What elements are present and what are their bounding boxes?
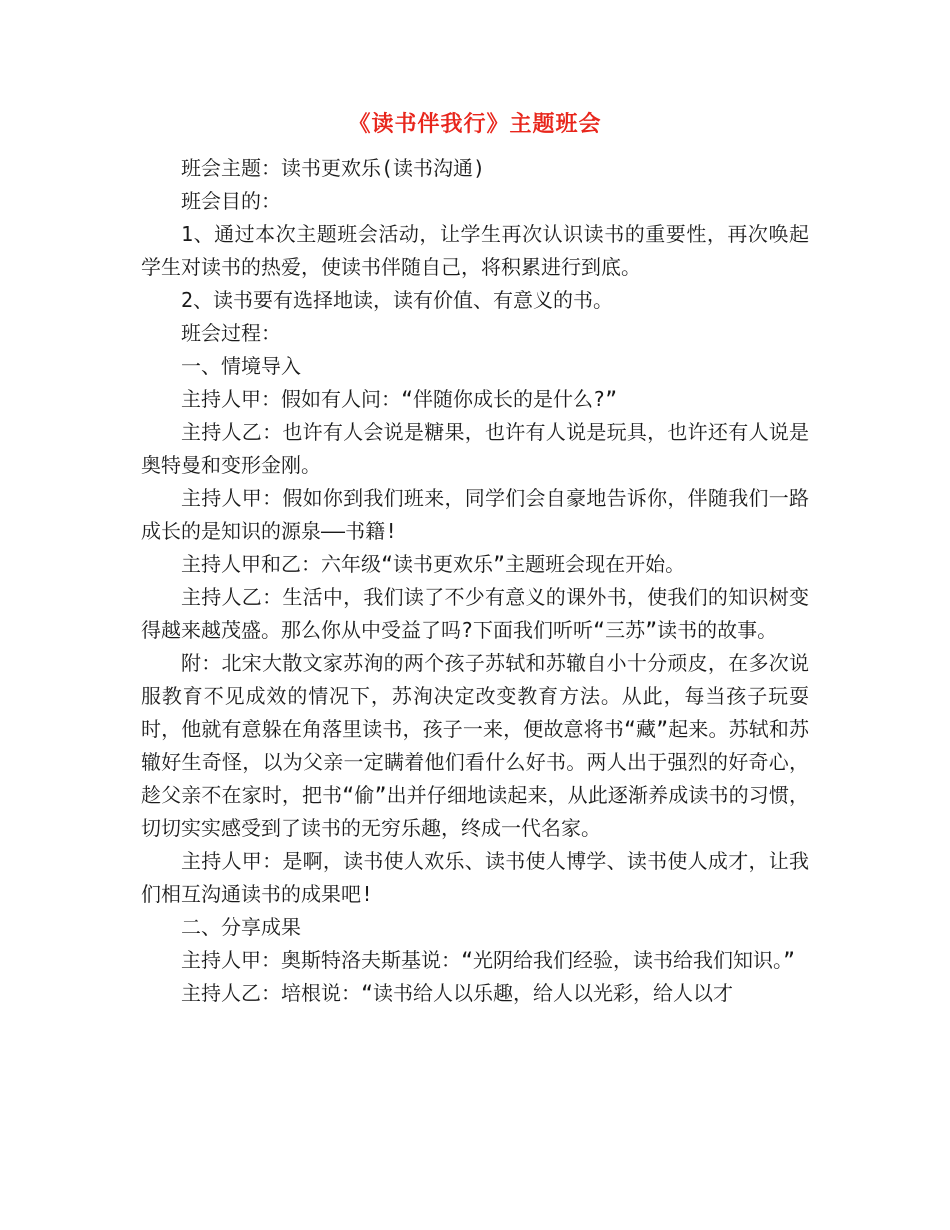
paragraph-dialogue: 主持人乙：生活中，我们读了不少有意义的课外书，使我们的知识树变得越来越茂盛。那么你从中受益了吗?下面我们听听“三苏”读书的故事。	[141, 585, 809, 642]
section-heading-intro: 一、情境导入	[181, 354, 301, 378]
paragraph-dialogue: 主持人甲：是啊，读书使人欢乐、读书使人博学、读书使人成才，让我们相互沟通读书的成果吧!	[141, 849, 809, 906]
document-title: 《读书伴我行》主题班会	[348, 111, 602, 137]
paragraph-purpose-heading: 班会目的：	[181, 189, 281, 213]
paragraph-dialogue: 主持人甲和乙：六年级“读书更欢乐”主题班会现在开始。	[181, 552, 686, 576]
paragraph-purpose-1: 1、通过本次主题班会活动，让学生再次认识读书的重要性，再次唤起学生对读书的热爱，使读书伴随自己，将积累进行到底。	[141, 222, 809, 279]
paragraph-dialogue: 主持人乙：也许有人会说是糖果，也许有人说是玩具，也许还有人说是奥特曼和变形金刚。	[141, 420, 809, 477]
paragraph-dialogue: 主持人乙：培根说：“读书给人以乐趣，给人以光彩，给人以才	[181, 981, 734, 1005]
paragraph-theme: 班会主题：读书更欢乐(读书沟通)	[181, 156, 486, 180]
paragraph-dialogue: 主持人甲：假如你到我们班来，同学们会自豪地告诉你，伴随我们一路成长的是知识的源泉——书籍!	[141, 486, 809, 543]
paragraph-process-heading: 班会过程：	[181, 321, 281, 345]
document-body	[141, 152, 809, 1010]
paragraph-purpose-2: 2、读书要有选择地读，读有价值、有意义的书。	[181, 288, 614, 312]
paragraph-story: 附：北宋大散文家苏洵的两个孩子苏轼和苏辙自小十分顽皮，在多次说服教育不见成效的情况下，苏洵决定改变教育方法。从此，每当孩子玩耍时，他就有意躲在角落里读书，孩子一来，便故意将书“藏”起来。苏轼和苏辙好生奇怪，以为父亲一定瞒着他们看什么好书。两人出于强烈的好奇心，趁父亲不在家时，把书“偷”出并仔细地读起来，从此逐渐养成读书的习惯，切切实实感受到了读书的无穷乐趣，终成一代名家。	[141, 651, 809, 840]
section-heading-share: 二、分享成果	[181, 915, 301, 939]
paragraph-dialogue: 主持人甲：奥斯特洛夫斯基说：“光阴给我们经验，读书给我们知识。”	[181, 948, 796, 972]
paragraph-dialogue: 主持人甲：假如有人问：“伴随你成长的是什么?”	[181, 387, 618, 411]
